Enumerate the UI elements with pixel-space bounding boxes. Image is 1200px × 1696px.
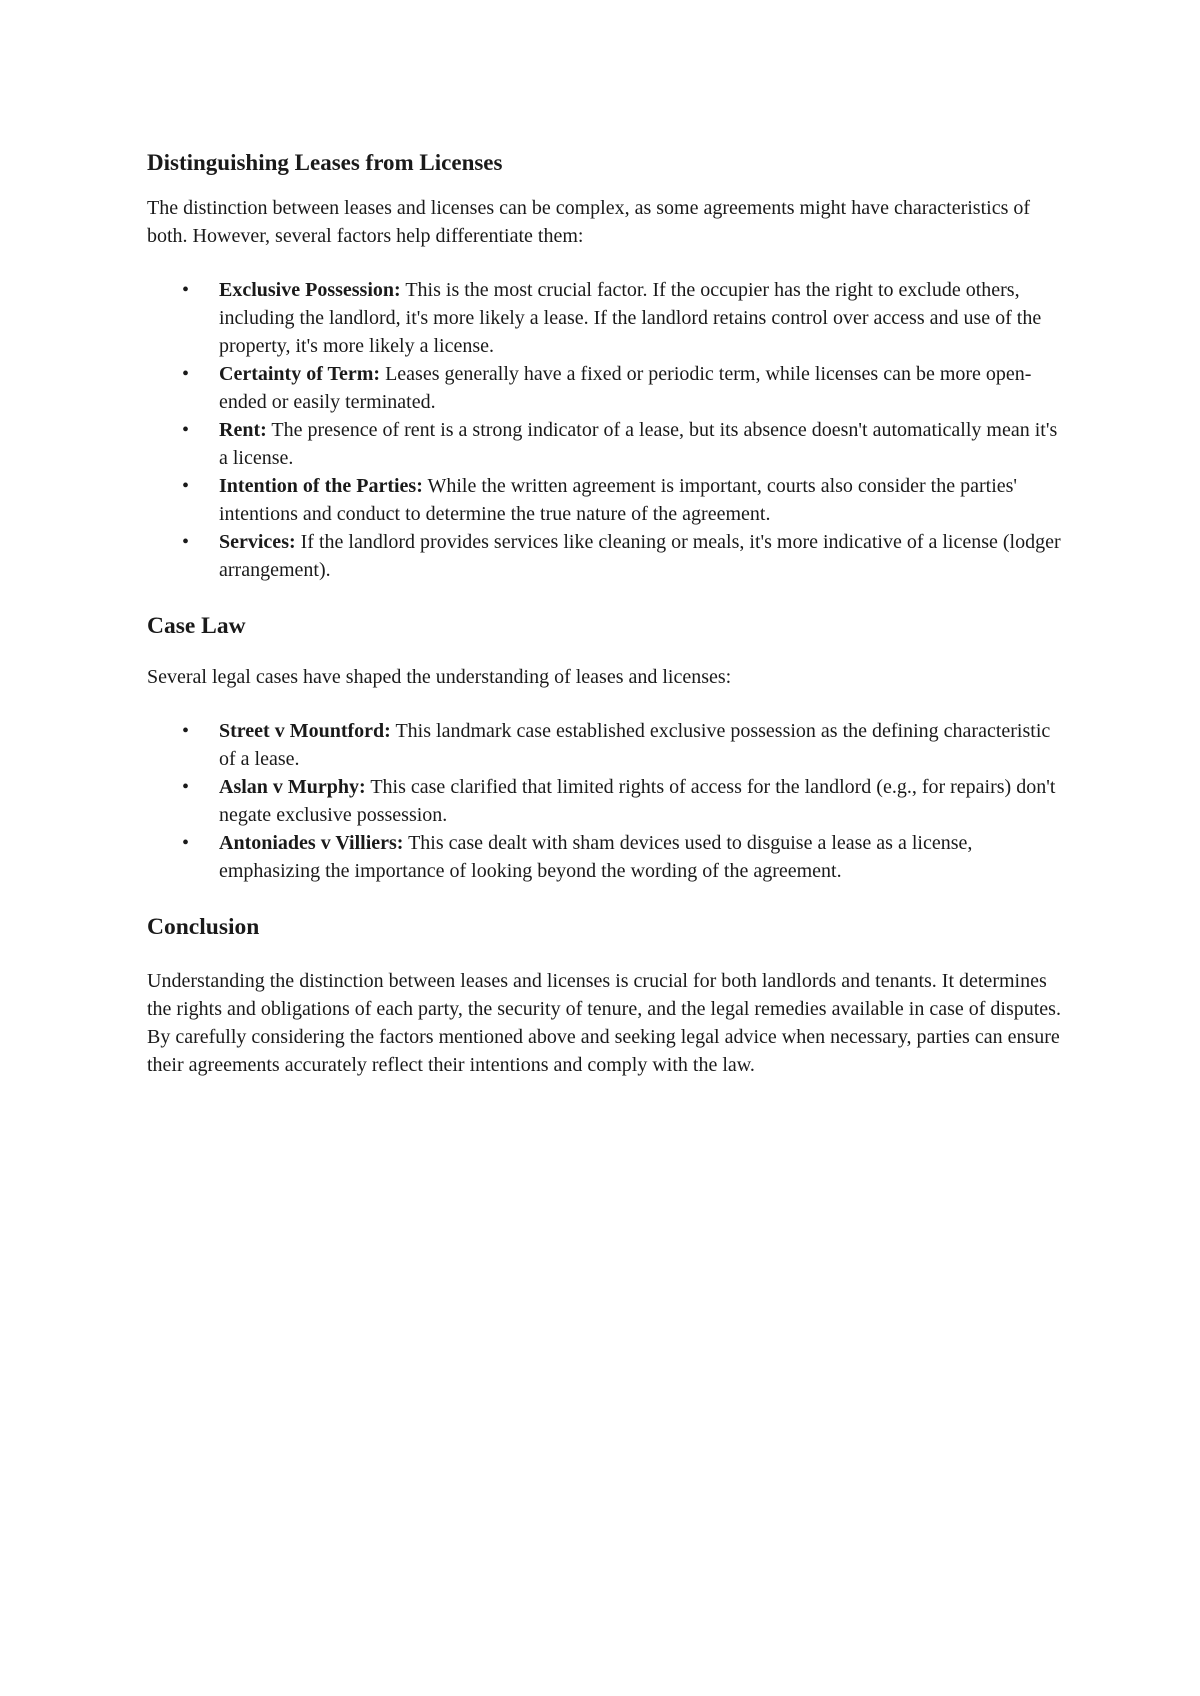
list-item [147, 773, 1067, 829]
factor-term: Services: [219, 530, 296, 553]
case-text: This landmark case established exclusive possession as the defining characteristic of a lease. [219, 720, 1051, 771]
bullet-icon: • [182, 720, 190, 743]
factor-text: If the landlord provides services like cleaning or meals, it's more indicative of a license (lodger arrangement). [219, 530, 1061, 581]
factor-term: Certainty of Term: [219, 362, 381, 385]
bullet-icon: • [182, 418, 190, 441]
factor-text: This is the most crucial factor. If the occupier has the right to exclude others, including the landlord, it's more likely a lease. If the landlord retains control over access and use of the property, it's more likely a license. [219, 278, 1042, 357]
list-item [147, 717, 1067, 773]
list-item [147, 360, 1067, 416]
list-item [147, 829, 1067, 885]
section-heading-case-law: Case Law [147, 612, 246, 639]
bullet-icon: • [182, 530, 190, 553]
bullet-icon: • [182, 832, 190, 855]
factor-text: The presence of rent is a strong indicator of a lease, but its absence doesn't automatically mean it's a license. [219, 418, 1058, 469]
bullet-icon: • [182, 278, 190, 301]
factor-term: Rent: [219, 418, 267, 441]
bullet-icon: • [182, 362, 190, 385]
conclusion-paragraph: Understanding the distinction between leases and licenses is crucial for both landlords and tenants. It determines the rights and obligations of each party, the security of tenure, and the legal remedies available in case of disputes. By carefully considering the factors mentioned above and seeking legal advice when necessary, parties can ensure their agreements accurately reflect their intentions and comply with the law. [147, 969, 1061, 1076]
cases-list [147, 717, 1067, 885]
factor-text: While the written agreement is important, courts also consider the parties' intentions and conduct to determine the true nature of the agreement. [219, 474, 1018, 525]
section-intro-distinguishing: The distinction between leases and licenses can be complex, as some agreements might have characteristics of both. However, several factors help differentiate them: [147, 196, 1031, 247]
document-page [147, 136, 1067, 1079]
factor-term: Intention of the Parties: [219, 474, 423, 497]
case-term: Aslan v Murphy: [219, 776, 366, 799]
case-term: Street v Mountford: [219, 720, 391, 743]
factor-text: Leases generally have a fixed or periodic term, while licenses can be more open-ended or easily terminated. [219, 362, 1032, 413]
section-heading-distinguishing: Distinguishing Leases from Licenses [147, 150, 503, 175]
case-text: This case clarified that limited rights of access for the landlord (e.g., for repairs) don't negate exclusive possession. [219, 776, 1056, 827]
bullet-icon: • [182, 776, 190, 799]
list-item [147, 276, 1067, 360]
case-text: This case dealt with sham devices used to disguise a lease as a license, emphasizing the importance of looking beyond the wording of the agreement. [219, 832, 973, 883]
section-heading-conclusion: Conclusion [147, 914, 260, 941]
section-intro-case-law: Several legal cases have shaped the understanding of leases and licenses: [147, 666, 732, 689]
list-item [147, 472, 1067, 528]
bullet-icon: • [182, 474, 190, 497]
list-item [147, 528, 1067, 584]
list-item [147, 416, 1067, 472]
factors-list [147, 276, 1067, 584]
factor-term: Exclusive Possession: [219, 278, 401, 301]
case-term: Antoniades v Villiers: [219, 832, 404, 855]
